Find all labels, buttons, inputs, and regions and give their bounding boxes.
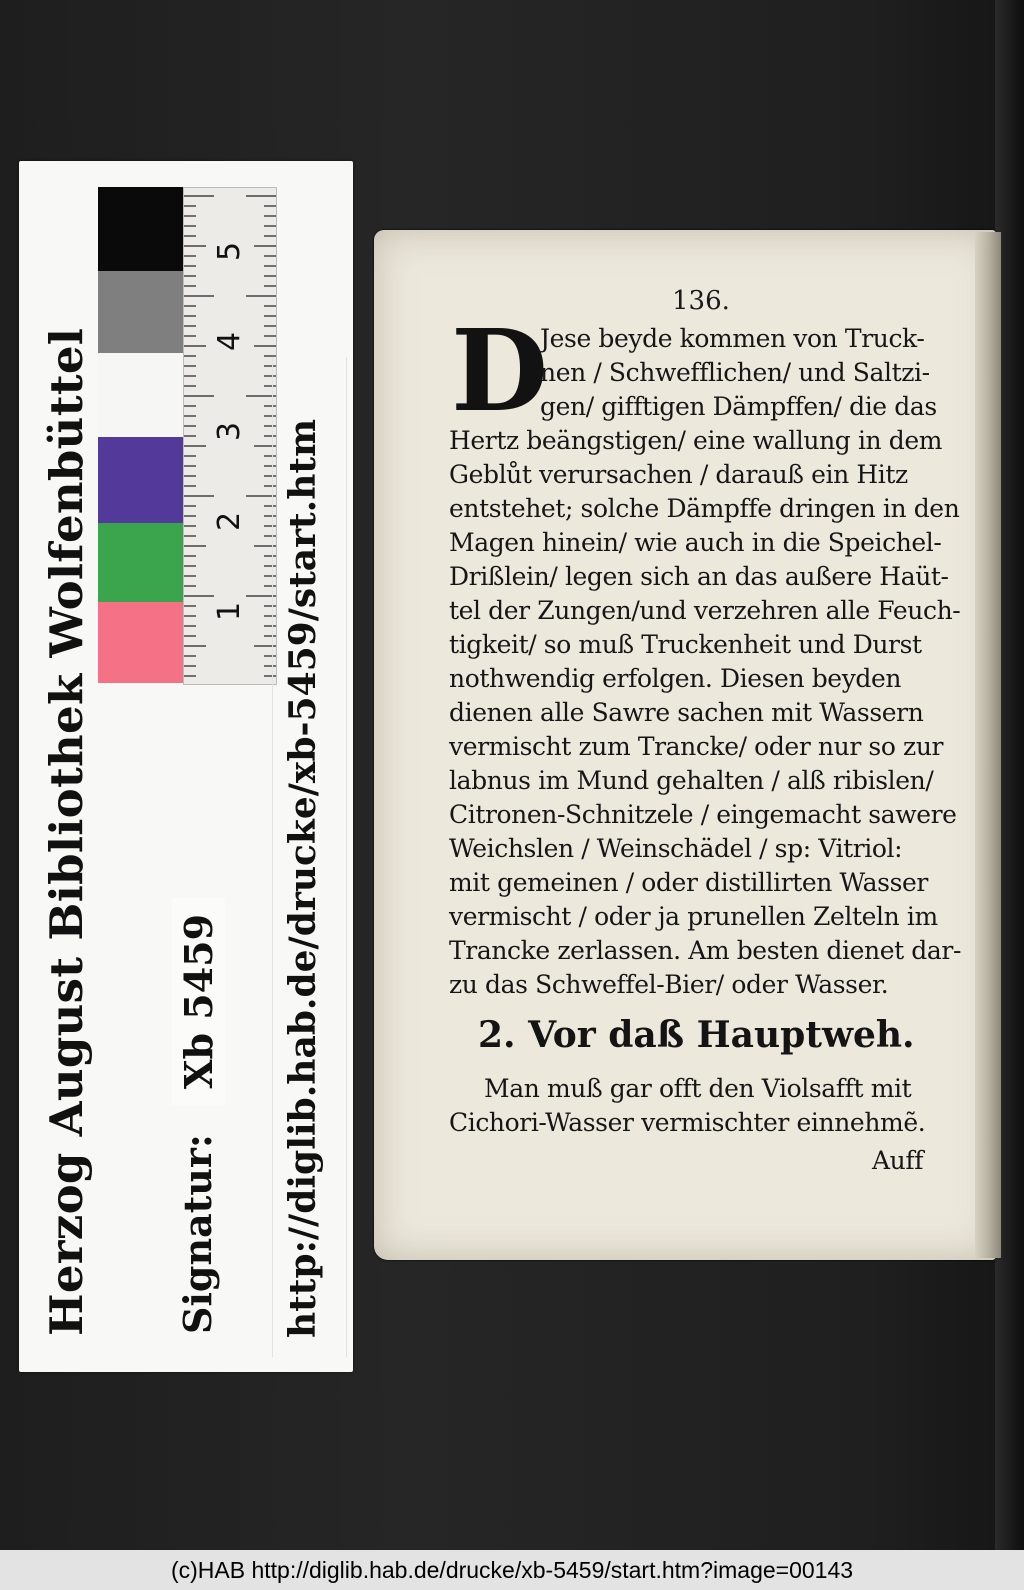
body-line: dienen alle Sawre sachen mit Wassern	[449, 698, 924, 727]
body-line: zu das Schweffel-Bier/ oder Wasser.	[449, 970, 889, 999]
catchword: Auff	[872, 1146, 924, 1175]
footer-caption: (c)HAB http://diglib.hab.de/drucke/xb-5459/start.htm?image=00143	[0, 1550, 1024, 1590]
body-line: Man muß gar offt den Violsafft mit	[484, 1074, 912, 1103]
body-line: vermischt / oder ja prunellen Zelteln im	[449, 902, 938, 931]
body-line: Jese beyde kommen von Truck-	[540, 324, 925, 353]
body-line: mit gemeinen / oder distillirten Wasser	[449, 868, 928, 897]
ruler-number: 3	[212, 421, 248, 442]
swatch-green	[98, 523, 183, 602]
swatch-gray	[98, 271, 183, 353]
page-number: 136.	[672, 286, 730, 316]
body-line: gen/ gifftigen Dämpffen/ die das	[540, 392, 937, 421]
body-line: nen / Schwefflichen/ und Saltzi-	[540, 358, 930, 387]
swatch-white	[98, 353, 183, 437]
scale-ruler	[183, 187, 277, 685]
body-line: vermischt zum Trancke/ oder nur so zur	[449, 732, 944, 761]
signatur-label: Signatur:	[175, 1134, 220, 1334]
body-line: entstehet; solche Dämpffe dringen in den	[449, 494, 960, 523]
ruler-number: 5	[212, 241, 248, 262]
body-line: nothwendig erfolgen. Diesen beyden	[449, 664, 902, 693]
ruler-number: 4	[212, 331, 248, 352]
swatch-black	[98, 187, 183, 271]
ruler-number: 2	[212, 511, 248, 532]
swatch-pink	[98, 602, 183, 683]
ruler-number: 1	[212, 601, 248, 622]
section-heading: 2. Vor daß Hauptweh.	[478, 1014, 915, 1056]
body-line: Geblůt verursachen / darauß ein Hitz	[449, 460, 908, 489]
page-gutter	[975, 232, 1001, 1258]
body-line: tigkeit/ so muß Truckenheit und Durst	[449, 630, 922, 659]
body-line: Cichori-Wasser vermischter einnehmẽ.	[449, 1108, 926, 1137]
signatur-value: Xb 5459	[172, 898, 225, 1105]
body-line: Weichslen / Weinschädel / sp: Vitriol:	[449, 834, 903, 863]
reference-url: http://diglib.hab.de/drucke/xb-5459/start.htm	[282, 418, 324, 1338]
color-chart	[98, 187, 183, 683]
body-line: Drißlein/ legen sich an das außere Haüt-	[449, 562, 949, 591]
drop-cap: D	[451, 306, 549, 437]
body-line: Citronen-Schnitzele / eingemacht sawere	[449, 800, 957, 829]
body-line: Magen hinein/ wie auch in die Speichel-	[449, 528, 942, 557]
body-line: Trancke zerlassen. Am besten dienet dar-	[449, 936, 962, 965]
library-name: Herzog August Bibliothek Wolfenbüttel	[40, 327, 93, 1336]
body-line: tel der Zungen/und verzehren alle Feuch-	[449, 596, 961, 625]
swatch-purple	[98, 437, 183, 523]
body-line: labnus im Mund gehalten / alß ribislen/	[449, 766, 934, 795]
body-line: Hertz beängstigen/ eine wallung in dem	[449, 426, 943, 455]
